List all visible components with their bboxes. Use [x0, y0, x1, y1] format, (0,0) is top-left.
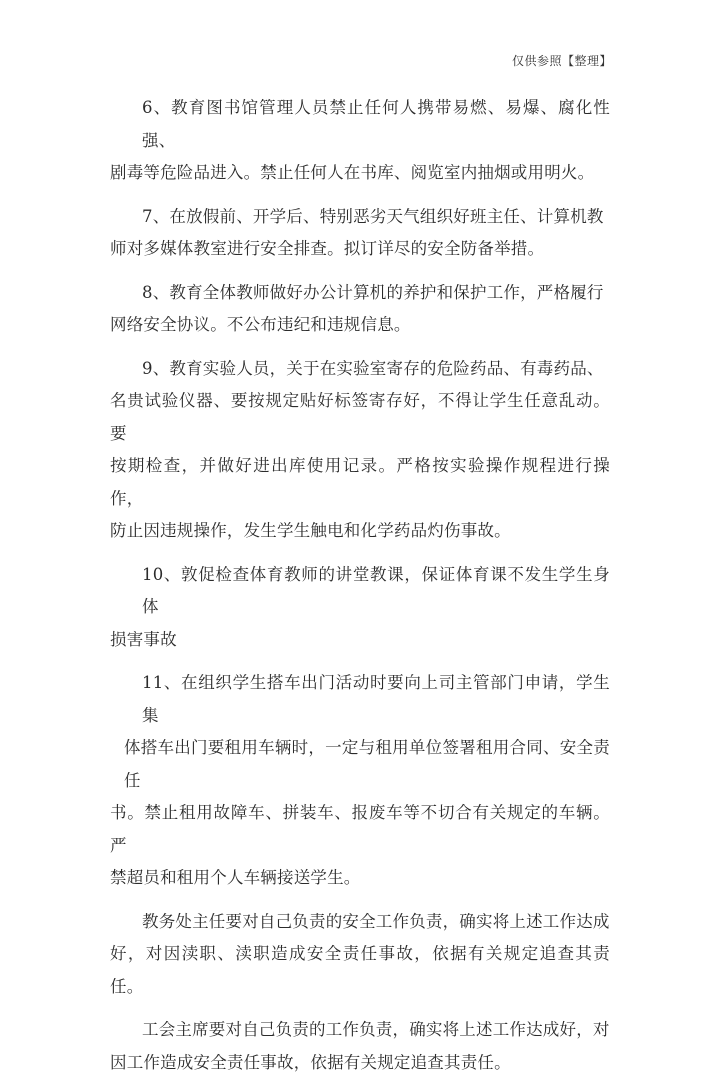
paragraph-union-chair	[110, 1014, 610, 1079]
paragraph-line: 9、教育实验人员，关于在实验室寄存的危险药品、有毒药品、	[142, 358, 604, 378]
paragraph-line: 好，对因渎职、渎职造成安全责任事故，依据有关规定追查其责任。	[110, 944, 610, 996]
paragraph-item-7	[110, 201, 610, 266]
paragraph-line: 11、在组织学生搭车出门活动时要向上司主管部门申请，学生集	[142, 673, 610, 725]
paragraph-item-6	[110, 92, 610, 190]
paragraph-line: 禁超员和租用个人车辆接送学生。	[110, 868, 361, 887]
paragraph-line: 防止因违规操作，发生学生触电和化学药品灼伤事故。	[110, 521, 511, 540]
document-body	[110, 92, 610, 1090]
paragraph-line: 按期检查，并做好进出库使用记录。严格按实验操作规程进行操作，	[110, 456, 610, 508]
paragraph-line: 体搭车出门要租用车辆时，一定与租用单位签署租用合同、安全责任	[124, 738, 610, 790]
paragraph-line: 7、在放假前、开学后、特别恶劣天气组织好班主任、计算机教	[142, 206, 604, 226]
paragraph-academic-director	[110, 906, 610, 1004]
paragraph-line: 工会主席要对自己负责的工作负责，确实将上述工作达成好，对	[142, 1020, 610, 1039]
paragraph-line: 6、教育图书馆管理人员禁止任何人携带易燃、易爆、腐化性强、	[142, 98, 610, 150]
paragraph-item-9	[110, 353, 610, 548]
paragraph-line: 10、敦促检查体育教师的讲堂教课，保证体育课不发生学生身体	[142, 564, 610, 616]
paragraph-line: 师对多媒体教室进行安全排查。拟订详尽的安全防备举措。	[110, 239, 545, 258]
paragraph-line: 书。禁止租用故障车、拼装车、报废车等不切合有关规定的车辆。严	[110, 803, 610, 855]
paragraph-line: 剧毒等危险品进入。禁止任何人在书库、阅览室内抽烟或用明火。	[110, 163, 595, 182]
paragraph-line: 教务处主任要对自己负责的安全工作负责，确实将上述工作达成	[142, 911, 610, 931]
paragraph-line: 网络安全协议。不公布违纪和违规信息。	[110, 315, 411, 334]
paragraph-line: 因工作造成安全责任事故，依据有关规定追查其责任。	[110, 1052, 511, 1072]
paragraph-line: 损害事故	[110, 629, 177, 649]
paragraph-item-8	[110, 277, 610, 342]
paragraph-line: 8、教育全体教师做好办公计算机的养护和保护工作，严格履行	[142, 282, 604, 302]
header-note: 仅供参照【整理】	[511, 54, 612, 68]
paragraph-line: 名贵试验仪器、要按规定贴好标签寄存好，不得让学生任意乱动。要	[110, 391, 610, 443]
paragraph-item-11	[110, 667, 610, 895]
paragraph-item-10	[110, 559, 610, 657]
